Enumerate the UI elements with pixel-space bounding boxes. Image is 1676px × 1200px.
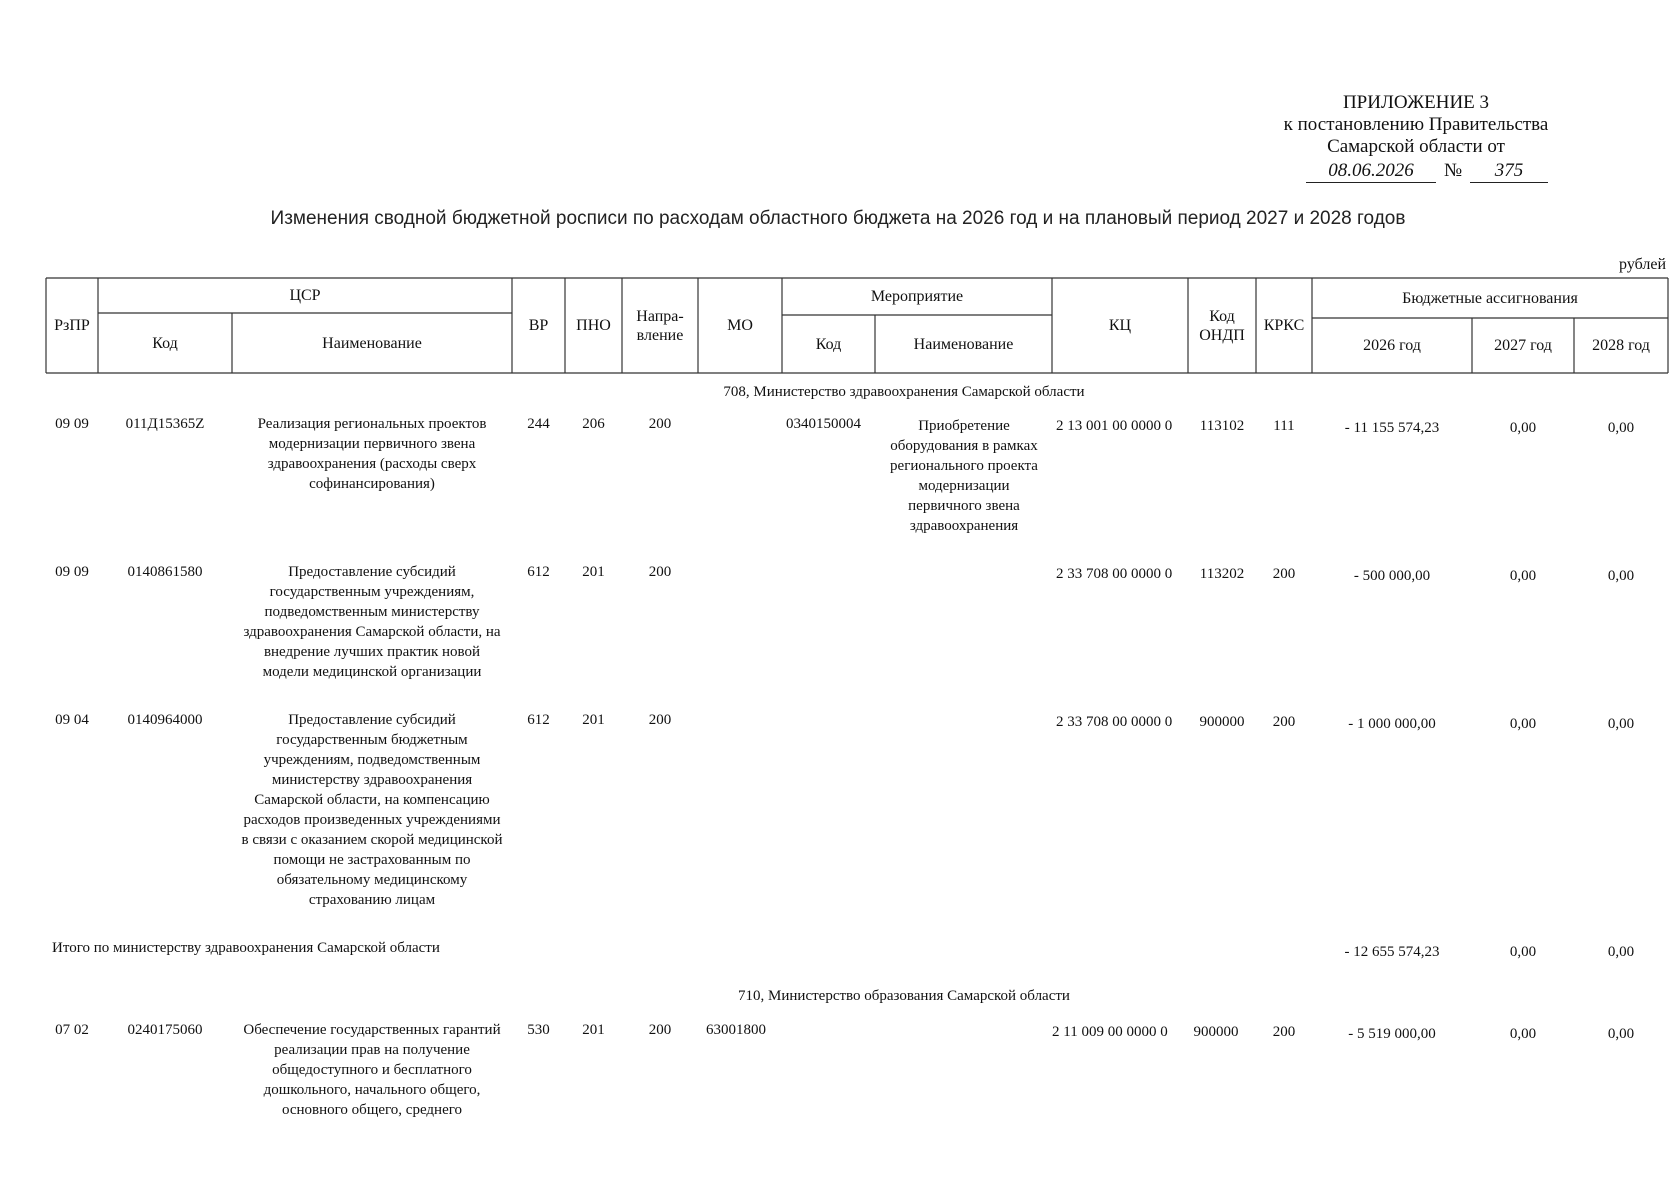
total-label: Итого по министерству здравоохранения Самарской области xyxy=(52,940,440,956)
cell-pno: 201 xyxy=(582,564,605,580)
cell-vr: 530 xyxy=(527,1022,550,1038)
header-krks: КРКС xyxy=(1263,317,1305,334)
cell-2028: 0,00 xyxy=(1607,716,1635,732)
header-direction: Напра-вление xyxy=(636,307,684,344)
cell-kc: 2 33 708 00 0000 0 xyxy=(1056,566,1173,582)
cell-direction: 200 xyxy=(648,712,672,728)
cell-csr-name: Предоставление субсидий государственным учреждениям, подведомственным министерству здравоохранения Самарской области, на внедрение лучших практик новой модели медицинской организации xyxy=(243,564,501,680)
cell-direction: 200 xyxy=(648,1022,672,1038)
cell-csr-name: Предоставление субсидий государственным бюджетным учреждениям, подведомственным министерству здравоохранения Самарской области, на компенсацию расходов произведенных учреждениями в связи с оказанием скорой медицинской помощи не застрахованным по обязательному медицинскому страхованию лицам xyxy=(241,712,503,908)
header-event: Мероприятие xyxy=(870,288,964,305)
cell-2027: 0,00 xyxy=(1509,568,1537,584)
cell-2026: - 5 519 000,00 xyxy=(1348,1026,1436,1042)
cell-ondp: 113202 xyxy=(1199,566,1245,582)
cell-kc: 2 13 001 00 0000 0 xyxy=(1056,418,1173,434)
header-mo: МО xyxy=(727,317,753,334)
header-kc: КЦ xyxy=(1108,317,1132,334)
header-csr-name: Наименование xyxy=(322,334,422,352)
cell-pno: 206 xyxy=(582,416,605,432)
cell-krks: 111 xyxy=(1273,418,1295,434)
header-2028: 2028 год xyxy=(1592,337,1650,354)
appendix-number-label: № xyxy=(1444,160,1463,181)
cell-pno: 201 xyxy=(582,1022,605,1038)
cell-2028: 0,00 xyxy=(1607,1026,1635,1042)
cell-csr-code: 0140964000 xyxy=(127,712,203,728)
cell-ondp: 113102 xyxy=(1199,418,1245,434)
cell-csr-name: Обеспечение государственных гарантий реализации прав на получение общедоступного и бесплатного дошкольного, начального общего, основного общего, среднего xyxy=(243,1022,501,1118)
total-2027: 0,00 xyxy=(1509,944,1537,960)
total-2026: - 12 655 574,23 xyxy=(1344,944,1440,960)
header-ondp: Код ОНДП xyxy=(1199,307,1245,344)
cell-vr: 612 xyxy=(527,712,550,728)
cell-vr: 612 xyxy=(527,564,550,580)
cell-direction: 200 xyxy=(648,564,672,580)
cell-krks: 200 xyxy=(1272,714,1296,730)
cell-2028: 0,00 xyxy=(1607,568,1635,584)
cell-2026: - 1 000 000,00 xyxy=(1348,716,1436,732)
cell-kc: 2 33 708 00 0000 0 xyxy=(1056,714,1173,730)
section-title: 710, Министерство образования Самарской области xyxy=(738,988,1070,1004)
appendix-line-1: к постановлению Правительства xyxy=(1283,114,1549,135)
cell-krks: 200 xyxy=(1272,1024,1296,1040)
cell-direction: 200 xyxy=(648,416,672,432)
cell-rzpr: 09 09 xyxy=(55,416,89,432)
cell-csr-name: Реализация региональных проектов модернизации первичного звена здравоохранения (расходы сверх софинансирования) xyxy=(257,416,487,492)
header-budget: Бюджетные ассигнования xyxy=(1402,289,1578,307)
cell-csr-code: 0140861580 xyxy=(127,564,203,580)
section-title: 708, Министерство здравоохранения Самарской области xyxy=(723,384,1085,400)
cell-krks: 200 xyxy=(1272,566,1296,582)
appendix-number: 375 xyxy=(1470,160,1548,183)
cell-event-name: Приобретение оборудования в рамках регионального проекта модернизации первичного звена здравоохранения xyxy=(890,418,1038,534)
cell-pno: 201 xyxy=(582,712,605,728)
appendix-date: 08.06.2026 xyxy=(1306,160,1436,183)
cell-event-code: 0340150004 xyxy=(786,416,861,432)
cell-vr: 244 xyxy=(527,416,550,432)
appendix-line-2: Самарской области от xyxy=(1327,136,1505,157)
appendix-title: ПРИЛОЖЕНИЕ 3 xyxy=(1342,92,1490,113)
cell-mo: 63001800 xyxy=(706,1022,766,1038)
cell-2027: 0,00 xyxy=(1509,716,1537,732)
header-csr: ЦСР xyxy=(289,287,321,304)
header-pno: ПНО xyxy=(576,317,611,334)
cell-rzpr: 09 04 xyxy=(55,712,89,728)
cell-2026: - 11 155 574,23 xyxy=(1344,420,1440,436)
cell-rzpr: 09 09 xyxy=(55,564,89,580)
document-title: Изменения сводной бюджетной росписи по расходам областного бюджета на 2026 год и на плановый период 2027 и 2028 годов xyxy=(270,208,1406,229)
cell-2026: - 500 000,00 xyxy=(1353,568,1431,584)
cell-2027: 0,00 xyxy=(1509,420,1537,436)
header-vr: ВР xyxy=(528,317,549,334)
cell-2027: 0,00 xyxy=(1509,1026,1537,1042)
cell-kc: 2 11 009 00 0000 0 xyxy=(1052,1024,1168,1040)
cell-csr-code: 0240175060 xyxy=(127,1022,203,1038)
header-rzpr: РзПР xyxy=(54,317,90,334)
appendix-signature-line xyxy=(1266,158,1566,186)
cell-2028: 0,00 xyxy=(1607,420,1635,436)
header-csr-code: Код xyxy=(152,334,178,352)
cell-csr-code: 011Д15365Z xyxy=(125,416,205,432)
cell-rzpr: 07 02 xyxy=(55,1022,89,1038)
unit-label: рублей xyxy=(1619,256,1666,273)
total-2028: 0,00 xyxy=(1607,944,1635,960)
header-event-name: Наименование xyxy=(913,335,1014,353)
header-event-code: Код xyxy=(815,335,842,353)
appendix-block xyxy=(1266,92,1566,186)
header-2026: 2026 год xyxy=(1363,337,1421,354)
cell-ondp: 900000 xyxy=(1193,1024,1239,1040)
cell-ondp: 900000 xyxy=(1199,714,1245,730)
header-2027: 2027 год xyxy=(1494,337,1552,354)
